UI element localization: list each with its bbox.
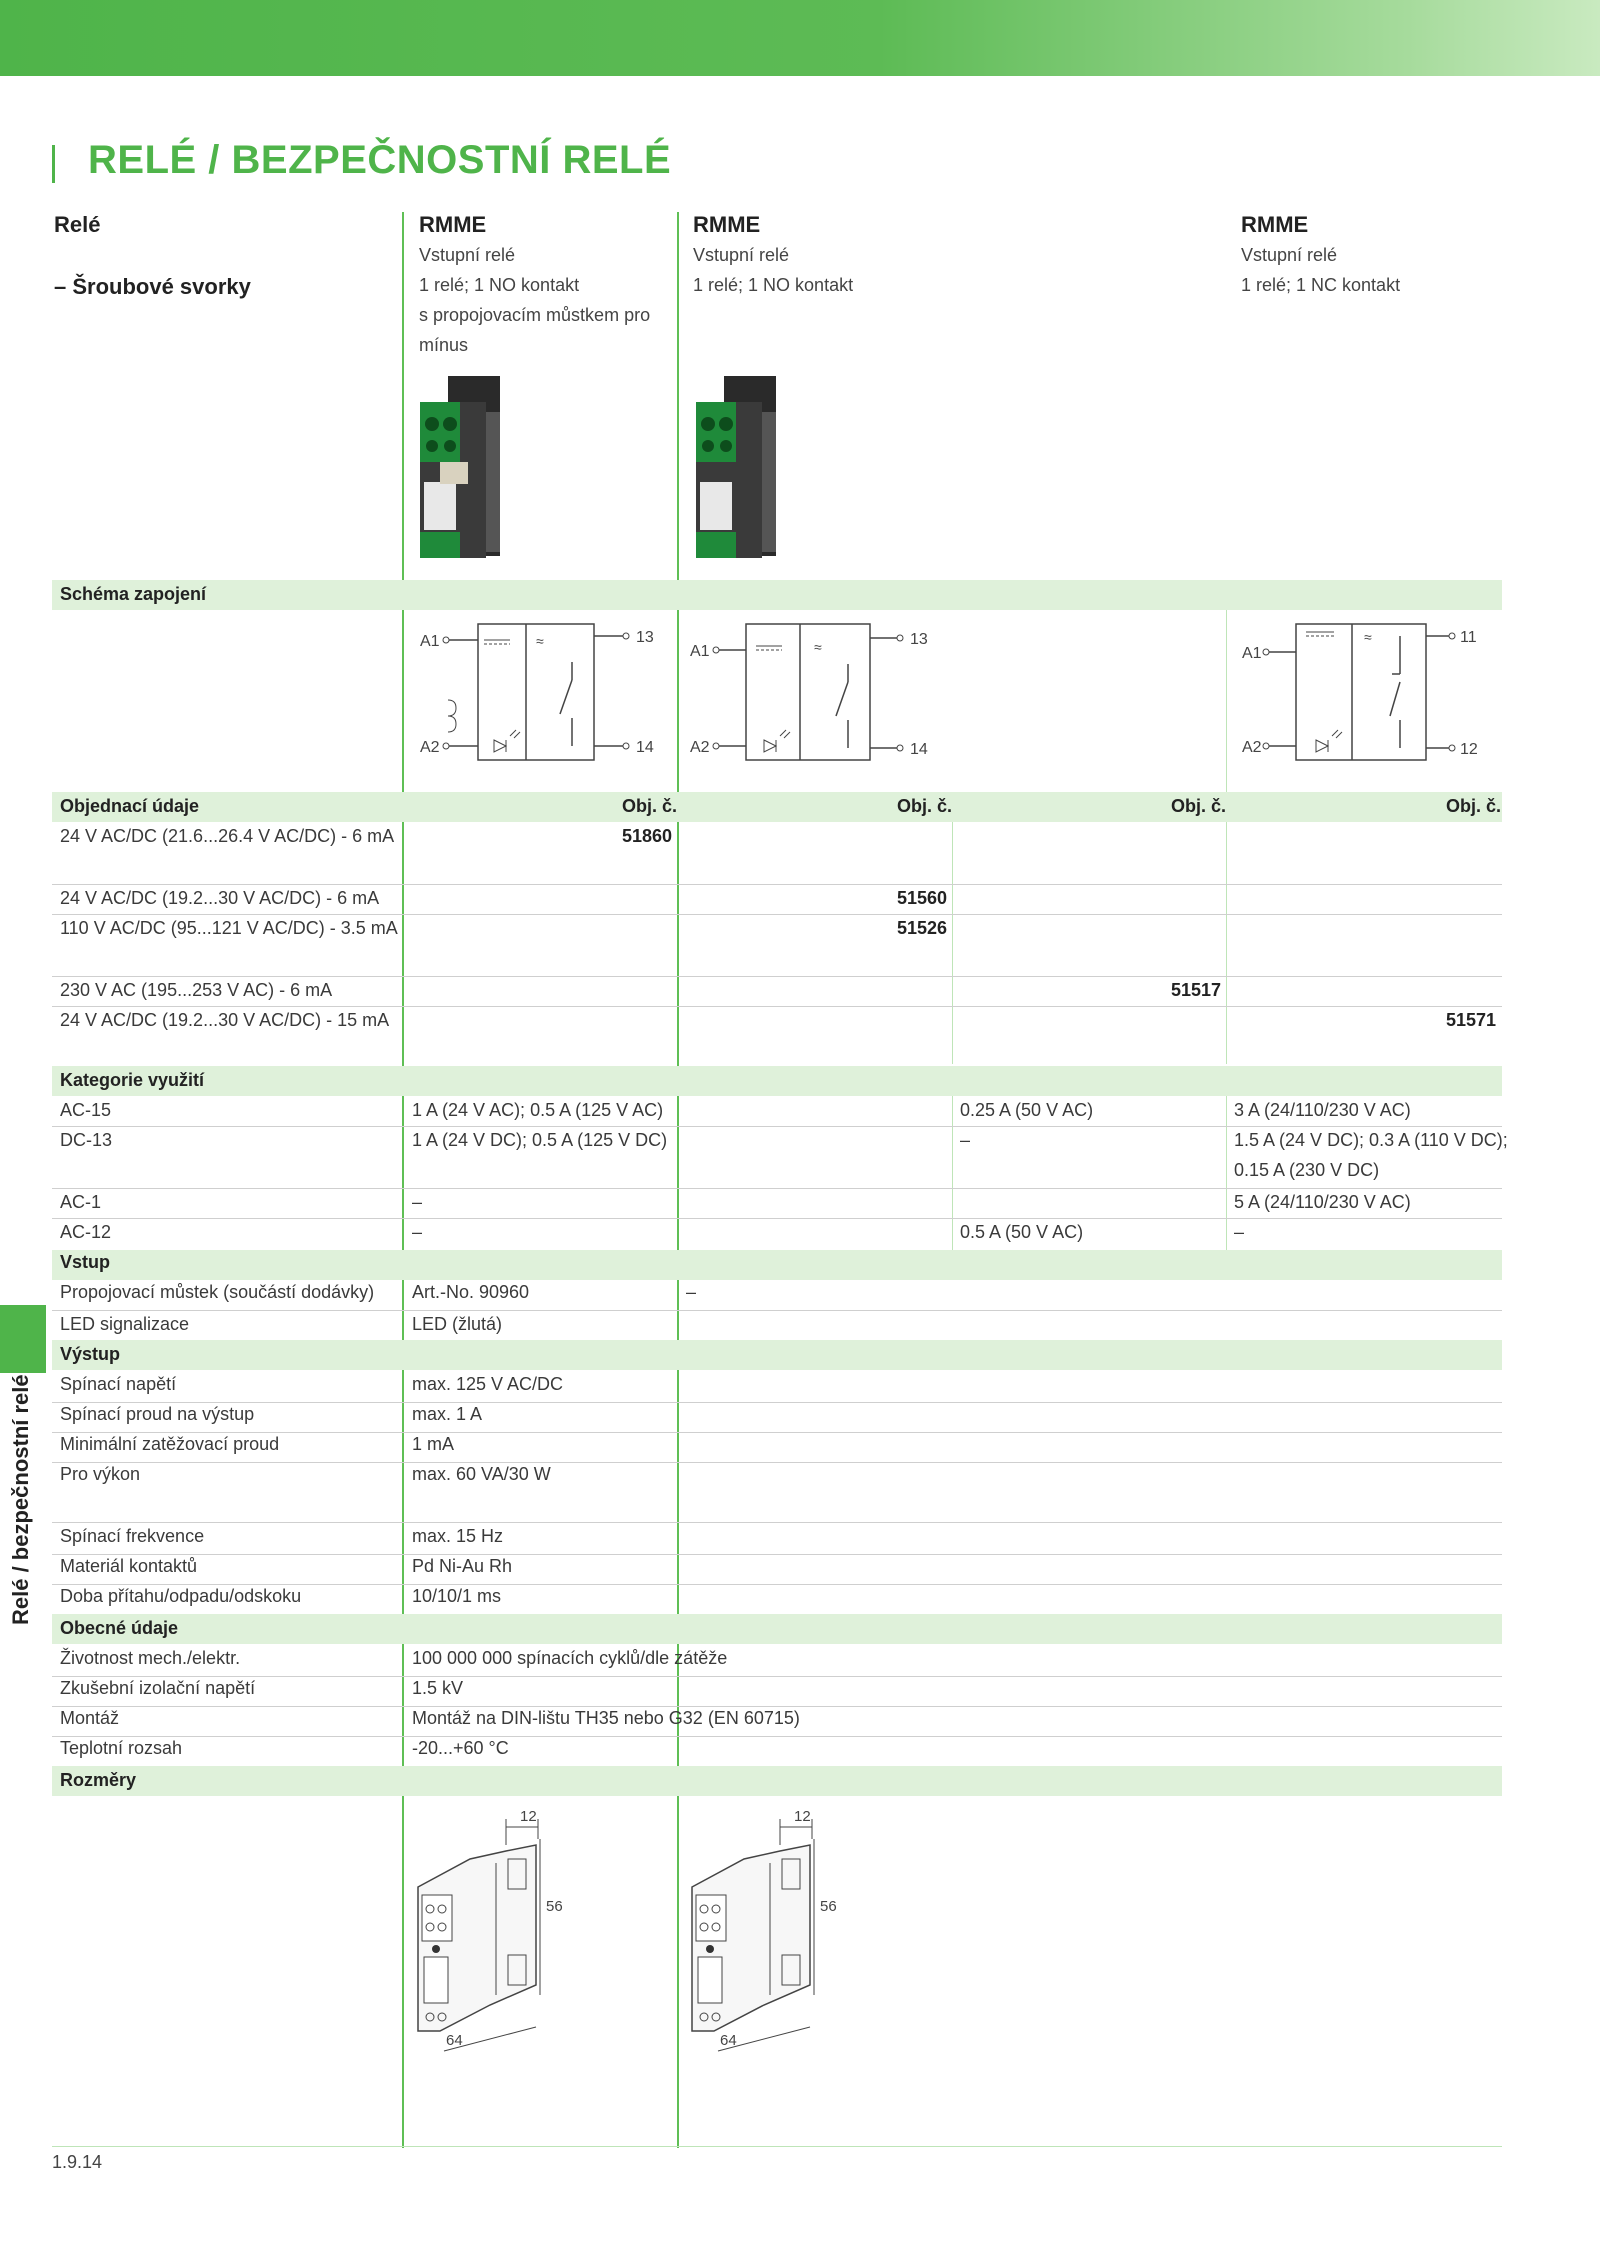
input-label: Vstup [60,1252,111,1272]
order-number: 51571 [1446,1010,1497,1030]
row-divider [52,1006,1502,1007]
product-desc: Vstupní relé [1241,245,1338,265]
dimension-drawing-2 [684,1805,837,2085]
ordering-label: Objednací údaje [60,796,200,816]
util-row-label: DC-13 [60,1130,113,1150]
order-col-header: Obj. č. [1446,796,1502,816]
column-divider-util-3 [1226,1096,1227,1256]
general-row-label: Zkušební izolační napětí [60,1678,256,1698]
product-desc: mínus [419,335,469,355]
output-value: Pd Ni-Au Rh [412,1556,513,1576]
svg-text:≈: ≈ [1364,629,1372,645]
product-name: RMME [419,212,487,237]
row-divider [52,1584,1502,1585]
order-number: 51517 [1171,980,1222,1000]
output-row-label: Materiál kontaktů [60,1556,198,1576]
terminal-a1: A1 [690,643,710,660]
title-accent [52,145,55,183]
output-row-label: Minimální zatěžovací proud [60,1434,280,1454]
dim-depth: 64 [720,2032,737,2049]
schema-diagram-1 [414,618,664,768]
util-value: – [960,1130,971,1150]
column-divider-1 [402,212,404,2148]
page-title: RELÉ / BEZPEČNOSTNÍ RELÉ [88,138,672,182]
row-divider [52,1402,1502,1403]
terminal-14: 14 [910,741,928,758]
row-divider [52,976,1502,977]
product-photo-1 [412,372,522,564]
output-row-label: Pro výkon [60,1464,141,1484]
general-row-label: Teplotní rozsah [60,1738,183,1758]
schema-diagram-2 [690,618,940,768]
terminal-13: 13 [910,631,928,648]
dimensions-band [52,1766,1502,1796]
util-row-label: AC-1 [60,1192,102,1212]
row-divider [52,914,1502,915]
row-divider [52,884,1502,885]
general-value: Montáž na DIN-lištu TH35 nebo G32 (EN 60715) [412,1708,800,1728]
side-tab-label: Relé / bezpečnostní relé [8,1374,33,1625]
dimension-drawing-1 [410,1805,563,2085]
side-tab-marker [0,1305,46,1373]
util-value: 0.15 A (230 V DC) [1234,1160,1380,1180]
top-banner [0,0,1600,76]
svg-text:≈: ≈ [536,633,544,649]
order-number: 51526 [897,918,948,938]
schema-label: Schéma zapojení [60,584,207,604]
output-row-label: Spínací frekvence [60,1526,205,1546]
svg-text:≈: ≈ [814,639,822,655]
general-row-label: Montáž [60,1708,120,1728]
column-divider-3-schema [1226,580,1227,810]
column-divider-2b [952,792,953,1064]
utilization-label: Kategorie využití [60,1070,205,1090]
input-row-label: LED signalizace [60,1314,190,1334]
product-3-header [1241,212,1400,300]
row-divider [52,1554,1502,1555]
row-divider [52,1432,1502,1433]
order-row-label: 110 V AC/DC (95...121 V AC/DC) - 3.5 mA [60,918,398,938]
category-label: Relé [54,212,101,237]
terminal-a2: A2 [690,739,710,756]
output-value: max. 125 V AC/DC [412,1374,564,1394]
ordering-band [52,792,1502,822]
order-number: 51860 [622,826,673,846]
general-label: Obecné údaje [60,1618,179,1638]
output-label: Výstup [60,1344,121,1364]
row-divider [52,1462,1502,1463]
dim-width: 12 [520,1808,537,1825]
util-value: 1.5 A (24 V DC); 0.3 A (110 V DC); [1234,1130,1508,1150]
general-value: 100 000 000 spínacích cyklů/dle zátěže [412,1648,728,1668]
general-value: 1.5 kV [412,1678,464,1698]
util-value: 5 A (24/110/230 V AC) [1234,1192,1411,1212]
utilization-band [52,1066,1502,1096]
product-desc: 1 relé; 1 NO kontakt [693,275,854,295]
dim-height: 56 [820,1898,837,1915]
output-value: max. 15 Hz [412,1526,504,1546]
product-photo-2 [688,372,798,564]
util-row-label: AC-12 [60,1222,112,1242]
terminal-11: 11 [1460,629,1477,646]
schema-band [52,580,1502,610]
row-divider [52,1218,1502,1219]
page-number: 1.9.14 [52,2152,103,2172]
input-value: Art.-No. 90960 [412,1282,530,1302]
input-value: LED (žlutá) [412,1314,503,1334]
order-row-label: 230 V AC (195...253 V AC) - 6 mA [60,980,333,1000]
util-value: 0.25 A (50 V AC) [960,1100,1094,1120]
column-divider-2 [677,212,679,2148]
output-band [52,1340,1502,1370]
product-name: RMME [693,212,761,237]
output-value: 10/10/1 ms [412,1586,502,1606]
util-value: 1 A (24 V AC); 0.5 A (125 V AC) [412,1100,664,1120]
dim-height: 56 [546,1898,563,1915]
row-divider [52,1676,1502,1677]
column-divider-3 [1226,792,1227,1064]
dim-width: 12 [794,1808,811,1825]
util-value: – [412,1192,423,1212]
dimensions-label: Rozměry [60,1770,137,1790]
terminal-12: 12 [1460,741,1478,758]
util-value: 0.5 A (50 V AC) [960,1222,1084,1242]
product-desc: Vstupní relé [693,245,790,265]
footer-divider [52,2146,1502,2147]
output-row-label: Spínací napětí [60,1374,177,1394]
output-value: max. 1 A [412,1404,483,1424]
util-value: 1 A (24 V DC); 0.5 A (125 V DC) [412,1130,668,1150]
general-row-label: Životnost mech./elektr. [60,1648,241,1668]
terminal-14: 14 [636,739,654,756]
product-desc: Vstupní relé [419,245,516,265]
product-desc: 1 relé; 1 NC kontakt [1241,275,1401,295]
util-value: – [412,1222,423,1242]
terminal-13: 13 [636,629,654,646]
product-1-header [419,212,650,360]
terminal-a1: A1 [420,633,440,650]
terminal-a2: A2 [420,739,440,756]
order-col-header: Obj. č. [1171,796,1227,816]
order-col-header: Obj. č. [622,796,678,816]
row-divider [52,1126,1502,1127]
terminal-a1: A1 [1242,645,1262,662]
general-value: -20...+60 °C [412,1738,509,1758]
input-row-label: Propojovací můstek (součástí dodávky) [60,1282,375,1302]
order-number: 51560 [897,888,948,908]
product-name: RMME [1241,212,1309,237]
product-desc: 1 relé; 1 NO kontakt [419,275,580,295]
output-row-label: Doba přítahu/odpadu/odskoku [60,1586,302,1606]
output-value: max. 60 VA/30 W [412,1464,551,1484]
product-2-header [693,212,853,300]
util-value: 3 A (24/110/230 V AC) [1234,1100,1411,1120]
output-value: 1 mA [412,1434,455,1454]
row-divider [52,1188,1502,1189]
row-divider [52,1522,1502,1523]
order-row-label: 24 V AC/DC (21.6...26.4 V AC/DC) - 6 mA [60,826,395,846]
util-value: – [1234,1222,1245,1242]
order-row-label: 24 V AC/DC (19.2...30 V AC/DC) - 6 mA [60,888,380,908]
product-desc: s propojovacím můstkem pro [419,305,651,325]
output-row-label: Spínací proud na výstup [60,1404,255,1424]
row-divider [52,1310,1502,1311]
row-divider [52,1706,1502,1707]
schema-diagram-3 [1240,618,1490,768]
column-divider-util-2 [952,1096,953,1256]
order-col-header: Obj. č. [897,796,953,816]
util-row-label: AC-15 [60,1100,112,1120]
input-band [52,1250,1502,1280]
row-divider [52,1736,1502,1737]
order-row-label: 24 V AC/DC (19.2...30 V AC/DC) - 15 mA [60,1010,390,1030]
dim-depth: 64 [446,2032,463,2049]
subcategory-label: – Šroubové svorky [54,274,251,299]
general-band [52,1614,1502,1644]
terminal-a2: A2 [1242,739,1262,756]
input-value: – [686,1282,697,1302]
